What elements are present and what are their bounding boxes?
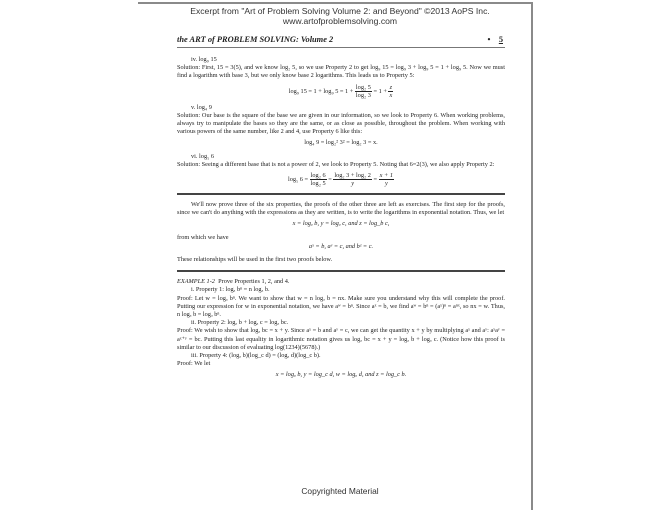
fraction-denominator: y	[351, 180, 355, 188]
fraction-denominator: y	[384, 180, 388, 188]
problem-iv-equation	[177, 84, 505, 99]
problem-iv-label: iv. log₉ 15	[191, 56, 217, 63]
intro-from-which: from which we have	[177, 233, 229, 241]
equation-text: = 1 +	[373, 87, 387, 95]
intro-paragraph: We'll now prove three of the six properties, the proofs of the other three are left as exercises. The first step for the proofs, since we can't do anything with the expressions as they are written, is to write the logarithms in exponential notation. Thus, we let	[177, 201, 505, 217]
fraction	[355, 84, 372, 99]
excerpt-url: www.artofproblemsolving.com	[282, 16, 398, 26]
fraction	[333, 172, 372, 187]
property-4-proof: Proof: We let	[177, 360, 211, 368]
fraction	[310, 172, 327, 187]
intro-closing: These relationships will be used in the first two proofs below.	[177, 256, 333, 264]
page-number-group	[488, 35, 504, 44]
problem-v-equation: log₄ 9 = log₂² 3² = log₂ 3 = x.	[304, 139, 378, 147]
fraction-numerator: log₂ 3 + log₂ 2	[334, 172, 371, 180]
running-head	[177, 35, 505, 48]
fraction-denominator: log₂ 3	[355, 91, 371, 99]
page-border-right	[531, 2, 533, 510]
fraction-denominator: x	[389, 91, 393, 99]
equation-text: log₉ 15 = 1 + log₉ 5 = 1 +	[288, 87, 354, 95]
problem-iv-solution: Solution: First, 15 = 3(5), and we know log₂ 5, so we use Property 2 to get log₉ 15 = log₉ 3 + log₉ 5 = 1 + log₉ 5. Now we must find a logarithm with base 3, but we only know base 2 logarithms. This leads us to Property 5:	[177, 64, 505, 80]
problem-v-label: v. log₄ 9	[191, 103, 212, 111]
page-marker: •	[487, 35, 491, 44]
problem-v-solution: Solution: Our base is the square of the base we are given in our information, so we look to Property 6. When working problems, always try to manipulate the bases so they are the same, or as close as possible, throughout the problem. When working with various powers of the same number, like 2 and 4, use Property 6 like this:	[177, 111, 505, 136]
example-heading	[177, 278, 505, 286]
page-number: 5	[498, 35, 503, 44]
section-divider	[177, 270, 505, 272]
property-2-label: ii. Property 2: logₐ b + logₐ c = logₐ bc.	[191, 319, 289, 327]
example-title: EXAMPLE 1-2	[177, 278, 215, 286]
problem-vi-label: vi. log₅ 6	[191, 152, 215, 160]
fraction-numerator: log₂ 5	[355, 83, 371, 91]
fraction-numerator: x + 1	[379, 172, 394, 180]
example-task: Prove Properties 1, 2, and 4.	[218, 278, 290, 286]
fraction-numerator: log₂ 6	[310, 172, 326, 180]
property-4-equation: x = logₐ b, y = log_c d, w = logₐ d, and z = log_c b.	[275, 371, 407, 379]
problem-vi-solution: Solution: Seeing a different base that is not a power of 2, we look to Property 5. Noting that 6=2(3), we also apply Property 2:	[177, 160, 495, 168]
fraction-numerator: z	[389, 83, 393, 91]
property-4-label: iii. Property 4: (logₐ b)(log_c d) = (logₐ d)(log_c b).	[191, 352, 321, 360]
running-title: the ART of PROBLEM SOLVING: Volume 2	[177, 35, 334, 44]
property-2-proof: Proof: We wish to show that logₐ bc = x + y. Since aˣ = b and aʸ = c, we can get the quantity x + y by multiplying aˣ and aʸ: aˣaʸ = aˣ⁺ʸ = bc. Putting this last equality in logarithmic notation gives us logₐ bc = x + y = logₐ b + logₐ c. (Notice how this proof is similar to our discussion of evaluating log(1234)(5678).)	[177, 327, 505, 351]
fraction	[388, 84, 393, 99]
fraction-denominator: log₂ 5	[310, 180, 326, 188]
intro-equation-2: aˣ = b, aʸ = c, and bᶻ = c.	[308, 242, 374, 250]
copyright-footer: Copyrighted Material	[301, 486, 379, 496]
intro-equation-1: x = logₐ b, y = logₐ c, and z = log_b c,	[292, 220, 390, 228]
property-1-label: i. Property 1: logₐ bⁿ = n logₐ b.	[191, 286, 270, 294]
problem-vi-equation: log₅ 6 = $\frac{\text{log₂ 6}}{\text{log₂ 5}}$ = $\frac{\text{log₂ 3 + log₂ 2}}{y}$ = $\frac{x + 1}{y}$	[287, 172, 394, 188]
equation-text: log₅ 6 =	[287, 175, 309, 183]
page-border-top	[138, 2, 532, 4]
section-divider	[177, 193, 505, 195]
property-1-proof: Proof: Let w = logₐ bⁿ. We want to show that w = n logₐ b = nx. Make sure you understand why this will complete the proof. Putting our expression for w in exponential notation, we have aʷ = bⁿ. Since aˣ = b, we find aʷ = bⁿ = (aˣ)ⁿ = aⁿˣ, so nx = w. Thus, n logₐ b = logₐ bⁿ.	[177, 294, 505, 319]
fraction	[379, 172, 394, 187]
excerpt-notice: Excerpt from "Art of Problem Solving Volume 2: and Beyond" ©2013 AoPS Inc.	[190, 6, 490, 16]
page-body	[177, 56, 505, 385]
